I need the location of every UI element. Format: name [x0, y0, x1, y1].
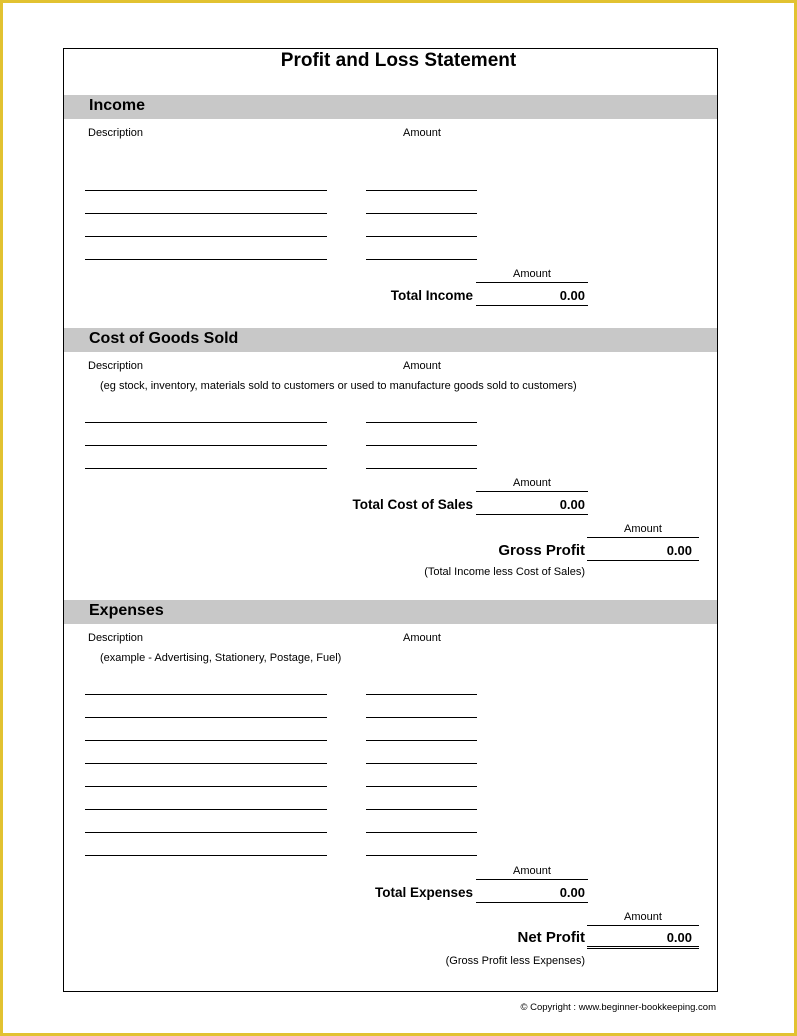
gross-profit-note: (Total Income less Cost of Sales) [424, 566, 585, 578]
cogs-section-header [64, 328, 717, 352]
net-profit-top-rule [587, 925, 699, 926]
expense-description-field[interactable] [85, 740, 327, 741]
expense-amount-field[interactable] [366, 717, 477, 718]
gross-profit-amount-label: Amount [624, 523, 662, 535]
net-profit-label: Net Profit [517, 929, 585, 946]
income-description-field[interactable] [85, 236, 327, 237]
expense-description-field[interactable] [85, 694, 327, 695]
cogs-total-bottom-rule [476, 514, 588, 515]
income-amount-field[interactable] [366, 236, 477, 237]
cogs-amount-field[interactable] [366, 468, 477, 469]
cogs-heading: Cost of Goods Sold [89, 330, 239, 347]
cogs-description-field[interactable] [85, 422, 327, 423]
expense-description-field[interactable] [85, 763, 327, 764]
cogs-total-amount-label: Amount [513, 477, 551, 489]
income-description-field[interactable] [85, 190, 327, 191]
total-income-value: 0.00 [559, 288, 585, 303]
expenses-amount-label: Amount [403, 632, 441, 644]
expense-description-field[interactable] [85, 717, 327, 718]
cogs-description-label: Description [88, 360, 144, 372]
income-amount-label: Amount [403, 127, 441, 139]
expense-description-field[interactable] [85, 786, 327, 787]
expenses-heading: Expenses [89, 602, 164, 619]
expenses-description-label: Description [88, 632, 144, 644]
expenses-total-amount-label: Amount [513, 865, 551, 877]
expense-amount-field[interactable] [366, 855, 477, 856]
gross-profit-bottom-rule [587, 560, 699, 561]
cogs-amount-field[interactable] [366, 445, 477, 446]
expenses-total-top-rule [476, 879, 588, 880]
expense-description-field[interactable] [85, 855, 327, 856]
net-profit-value: 0.00 [666, 930, 692, 945]
total-cost-of-sales-value: 0.00 [559, 497, 585, 512]
cogs-amount-label: Amount [403, 360, 441, 372]
expense-amount-field[interactable] [366, 832, 477, 833]
income-section-header [64, 95, 717, 119]
net-profit-note: (Gross Profit less Expenses) [445, 955, 585, 967]
cogs-description-field[interactable] [85, 445, 327, 446]
income-total-amount-label: Amount [513, 268, 551, 280]
expense-amount-field[interactable] [366, 786, 477, 787]
income-description-label: Description [88, 127, 144, 139]
income-amount-field[interactable] [366, 190, 477, 191]
total-expenses-label: Total Expenses [374, 885, 473, 900]
expenses-section-header [64, 600, 717, 624]
gross-profit-top-rule [587, 537, 699, 538]
income-amount-field[interactable] [366, 259, 477, 260]
expense-amount-field[interactable] [366, 740, 477, 741]
gross-profit-label: Gross Profit [498, 542, 585, 559]
income-total-top-rule [476, 282, 588, 283]
gross-profit-value: 0.00 [666, 543, 692, 558]
net-profit-double-rule [587, 946, 699, 949]
cogs-amount-field[interactable] [366, 422, 477, 423]
net-profit-amount-label: Amount [624, 911, 662, 923]
total-income-label: Total Income [390, 288, 473, 303]
cogs-total-top-rule [476, 491, 588, 492]
total-cost-of-sales-label: Total Cost of Sales [352, 497, 473, 512]
income-heading: Income [89, 97, 146, 114]
cogs-description-field[interactable] [85, 468, 327, 469]
expenses-total-bottom-rule [476, 902, 588, 903]
expense-description-field[interactable] [85, 832, 327, 833]
expense-description-field[interactable] [85, 809, 327, 810]
income-amount-field[interactable] [366, 213, 477, 214]
total-expenses-value: 0.00 [559, 885, 585, 900]
expense-amount-field[interactable] [366, 809, 477, 810]
copyright-text: © Copyright : www.beginner-bookkeeping.com [520, 1002, 716, 1013]
expense-amount-field[interactable] [366, 763, 477, 764]
income-description-field[interactable] [85, 213, 327, 214]
income-description-field[interactable] [85, 259, 327, 260]
income-total-bottom-rule [476, 305, 588, 306]
expense-amount-field[interactable] [366, 694, 477, 695]
expenses-note: (example - Advertising, Stationery, Postage, Fuel) [100, 652, 342, 664]
cogs-note: (eg stock, inventory, materials sold to customers or used to manufacture goods sold to customers) [100, 380, 577, 392]
page-title: Profit and Loss Statement [280, 50, 517, 71]
